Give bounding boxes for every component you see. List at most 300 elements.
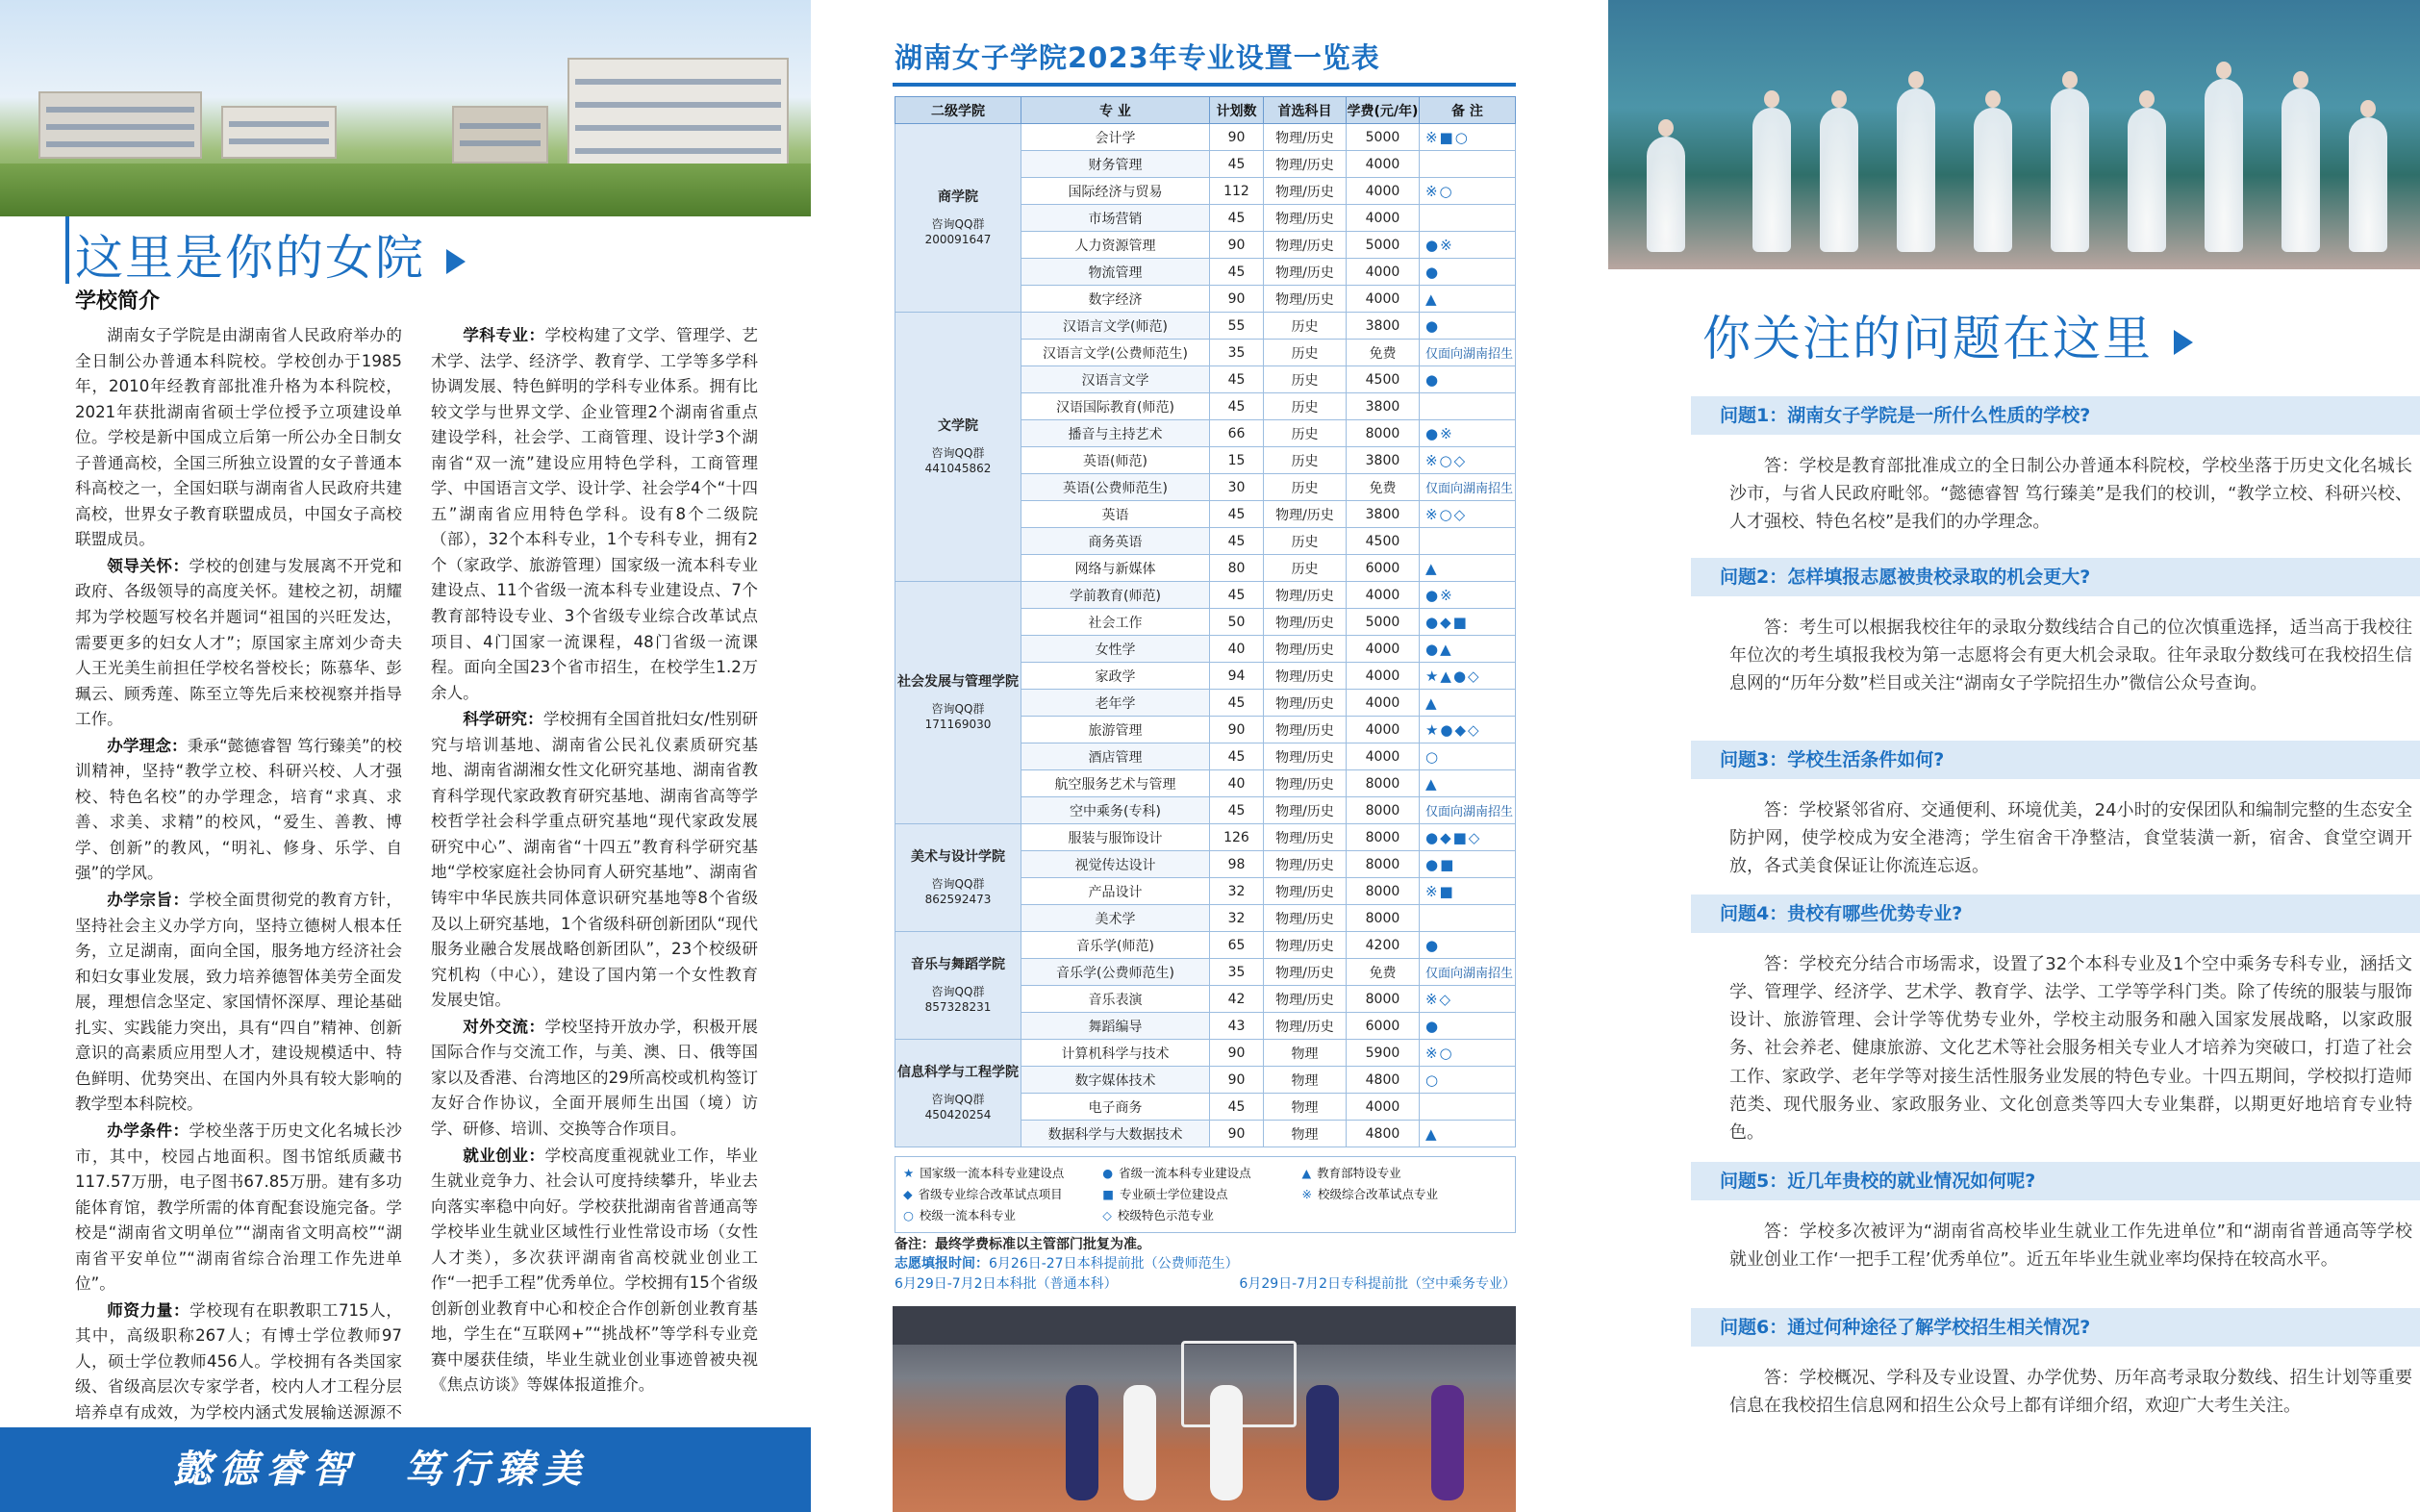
note: ● (1419, 366, 1515, 393)
table-header-row (895, 97, 1516, 124)
note: ★▲●◇ (1419, 663, 1515, 690)
note: ●※ (1419, 582, 1515, 609)
school-cell (895, 1040, 1021, 1147)
paragraph-text: 学校高度重视就业工作，毕业生就业竞争力、社会认可度持续攀升，毕业去向落实率稳中向好。学校获批湖南省普通高等学校毕业生就业区域性行业性常设市场（女性人才类），多次获评湖南省高校就业创业工作“一把手工程”优秀单位。学校拥有15个省级创新创业教育中心和校企合作创新创业教育基地，学生在“互联网+”“挑战杯”等学科专业竞赛中屡获佳绩，毕业生就业创业事迹曾被央视《焦点访谈》等媒体报道推介。 (431, 1146, 759, 1395)
qa-item (1691, 1308, 2420, 1420)
major-name: 市场营销 (1021, 205, 1210, 232)
tuition: 4800 (1346, 1121, 1419, 1147)
plan-count: 45 (1209, 1094, 1263, 1121)
note: ※○◇ (1419, 447, 1515, 474)
subject: 历史 (1263, 447, 1346, 474)
qq-group: 862592473 (924, 892, 992, 906)
plan-count: 45 (1209, 259, 1263, 286)
paragraph-text: 学校构建了文学、管理学、艺术学、法学、经济学、教育学、工学等多学科协调发展、特色鲜明的学科专业体系。拥有比较文学与世界文学、企业管理2个湖南省重点建设学科，社会学、工商管理、设计学3个湖南省“双一流”建设应用特色学科，工商管理学、中国语言文学、设计学、社会学4个“十四五”湖南省应用特色学科。设有8个二级院（部），32个本科专业，1个专科专业，拥有2个（家政学、旅游管理）国家级一流本科专业建设点、11个省级一流本科专业建设点、7个教育部特设专业、3个省级专业综合改革试点项目、4门国家一流课程，48门省级一流课程。面向全国23个省市招生，在校学生1.2万余人。 (431, 326, 759, 702)
legend-item (903, 1205, 1102, 1226)
intro-column-2 (431, 323, 758, 1399)
major-name: 酒店管理 (1021, 743, 1210, 770)
major-name: 服装与服饰设计 (1021, 824, 1210, 851)
plan-count: 42 (1209, 986, 1263, 1013)
note: ● (1419, 932, 1515, 959)
question-bar: 问题1：湖南女子学院是一所什么性质的学校? (1691, 396, 2420, 435)
tuition: 8000 (1346, 824, 1419, 851)
paragraph-text: 学校的创建与发展离不开党和政府、各级领导的高度关怀。建校之初，胡耀邦为学校题写校名并题词“祖国的兴旺发达，需要更多的妇女人才”；原国家主席刘少奇夫人王光美生前担任学校名誉校长；陈慕华、彭珮云、顾秀莲、陈至立等先后来校视察并指导工作。 (75, 556, 403, 729)
subject: 物理/历史 (1263, 797, 1346, 824)
table-row (895, 1040, 1516, 1067)
school-name: 音乐与舞蹈学院 (911, 956, 1005, 972)
qa-item (1691, 558, 2420, 697)
legend-symbol-icon: ○ (903, 1207, 914, 1222)
school-name: 信息科学与工程学院 (897, 1064, 1019, 1080)
answer-text: 答：学校概况、学科及专业设置、办学优势、历年高考录取分数线、招生计划等重要信息在我校招生信息网和招生公众号上都有详细介绍，欢迎广大考生关注。 (1729, 1368, 2412, 1417)
subject: 物理/历史 (1263, 232, 1346, 259)
plan-count: 45 (1209, 582, 1263, 609)
note: ▲ (1419, 690, 1515, 717)
major-name: 汉语言文学 (1021, 366, 1210, 393)
plan-count: 45 (1209, 393, 1263, 420)
title-accent-bar (65, 216, 69, 284)
school-cell (895, 313, 1021, 582)
intro-paragraph (75, 734, 402, 887)
answer-text: 答：学校紧邻省府、交通便利、环境优美，24小时的安保团队和编制完整的生态安全防护网，使学校成为安全港湾；学生宿舍干净整洁，食堂装潢一新，宿舍、食堂空调开放，各式美食保证让你流连忘返。 (1729, 800, 2412, 877)
question-bar: 问题5：近几年贵校的就业情况如何呢? (1691, 1162, 2420, 1200)
paragraph-label: 师资力量： (107, 1300, 190, 1320)
major-name: 老年学 (1021, 690, 1210, 717)
legend-item (903, 1184, 1102, 1205)
paragraph-text: 学校现有在职教职工715人，其中，高级职称267人；有博士学位教师97人，硕士学位教师456人。学校拥有各类国家级、省级高层次专家学者，校内人才工程分层培养卓有成效，为学校内涵式发展输送源源不 (75, 1300, 403, 1422)
paragraph-text: 秉承“懿德睿智 笃行臻美”的校训精神，坚持“教学立校、科研兴校、人才强校、特色名校”的办学理念，培育“求真、求善、求美、求精”的校风，“爱生、善教、博学、创新”的教风，“明礼、修身、乐学、自强”的学风。 (75, 736, 403, 883)
school-cell (895, 124, 1021, 313)
qa-item (1691, 1162, 2420, 1273)
subject: 物理/历史 (1263, 878, 1346, 905)
dance-performance-photo (1608, 0, 2420, 269)
tuition: 6000 (1346, 555, 1419, 582)
major-name: 舞蹈编导 (1021, 1013, 1210, 1040)
subject: 历史 (1263, 528, 1346, 555)
tuition: 5000 (1346, 232, 1419, 259)
major-name: 会计学 (1021, 124, 1210, 151)
note (1419, 528, 1515, 555)
qq-group: 咨询QQ群 (931, 445, 985, 460)
paragraph-label: 对外交流： (463, 1017, 545, 1036)
plan-count: 43 (1209, 1013, 1263, 1040)
subject: 物理 (1263, 1040, 1346, 1067)
tuition: 3800 (1346, 393, 1419, 420)
subject: 物理/历史 (1263, 905, 1346, 932)
tuition: 5900 (1346, 1040, 1419, 1067)
answer-text: 答：考生可以根据我校往年的录取分数线结合自己的位次慎重选择，适当高于我校往年位次的考生填报我校为第一志愿将会有更大机会录取。往年录取分数线可在我校招生信息网的“历年分数”栏目或关注“湖南女子学院招生办”微信公众号查询。 (1729, 617, 2412, 694)
subject: 物理/历史 (1263, 124, 1346, 151)
note: ▲ (1419, 286, 1515, 313)
plan-count: 15 (1209, 447, 1263, 474)
school-name: 美术与设计学院 (911, 848, 1005, 865)
major-name: 英语(师范) (1021, 447, 1210, 474)
intro-paragraph (431, 323, 758, 706)
major-name: 音乐学(师范) (1021, 932, 1210, 959)
note: ▲ (1419, 770, 1515, 797)
legend-symbol-icon: ■ (1102, 1186, 1115, 1201)
plan-count: 40 (1209, 770, 1263, 797)
major-name: 数字媒体技术 (1021, 1067, 1210, 1094)
legend-symbol-icon: ◆ (903, 1186, 913, 1201)
tuition: 4500 (1346, 528, 1419, 555)
tuition: 4000 (1346, 151, 1419, 178)
note: ●■ (1419, 851, 1515, 878)
plan-count: 126 (1209, 824, 1263, 851)
subject: 物理/历史 (1263, 609, 1346, 636)
qq-group: 450420254 (924, 1107, 992, 1121)
plan-count: 90 (1209, 1040, 1263, 1067)
tuition: 3800 (1346, 313, 1419, 340)
legend-text: 省级专业综合改革试点项目 (918, 1186, 1063, 1201)
arrow-right-icon (446, 249, 466, 274)
major-name: 女性学 (1021, 636, 1210, 663)
plan-count: 45 (1209, 205, 1263, 232)
legend-text: 国家级一流本科专业建设点 (920, 1166, 1065, 1180)
plan-count: 45 (1209, 528, 1263, 555)
plan-count: 80 (1209, 555, 1263, 582)
subject: 物理/历史 (1263, 986, 1346, 1013)
note (1419, 1094, 1515, 1121)
tuition: 4000 (1346, 663, 1419, 690)
plan-count: 98 (1209, 851, 1263, 878)
legend-text: 校级综合改革试点专业 (1317, 1186, 1438, 1201)
subject: 历史 (1263, 555, 1346, 582)
intro-heading: 学校简介 (75, 290, 161, 314)
table-row (895, 582, 1516, 609)
major-name: 音乐表演 (1021, 986, 1210, 1013)
note: ★●◆◇ (1419, 717, 1515, 743)
legend-item (1102, 1205, 1301, 1226)
plan-count: 35 (1209, 340, 1263, 366)
intro-paragraph (431, 707, 758, 1014)
tuition: 4000 (1346, 636, 1419, 663)
note: ● (1419, 259, 1515, 286)
plan-count: 90 (1209, 1121, 1263, 1147)
plan-count: 32 (1209, 878, 1263, 905)
qq-group: 咨询QQ群 (931, 876, 985, 891)
subject: 物理/历史 (1263, 178, 1346, 205)
tuition: 4000 (1346, 717, 1419, 743)
tuition: 4800 (1346, 1067, 1419, 1094)
plan-count: 90 (1209, 124, 1263, 151)
major-name: 视觉传达设计 (1021, 851, 1210, 878)
legend-symbol-icon: ▲ (1301, 1166, 1312, 1180)
school-cell (895, 932, 1021, 1040)
legend-symbol-icon: ◇ (1102, 1207, 1112, 1222)
tuition: 3800 (1346, 501, 1419, 528)
school-name: 社会发展与管理学院 (897, 673, 1019, 690)
column-header: 专 业 (1021, 97, 1210, 124)
paragraph-label: 就业创业： (463, 1146, 545, 1165)
answer-text: 答：学校多次被评为“湖南省高校毕业生就业工作先进单位”和“湖南省普通高等学校就业创业工作‘一把手工程’优秀单位”。近五年毕业生就业率均保持在较高水平。 (1729, 1222, 2412, 1271)
fee-remark: 备注：最终学费标准以主管部门批复为准。 (895, 1237, 1150, 1252)
major-name: 旅游管理 (1021, 717, 1210, 743)
legend-symbol-icon: ★ (903, 1166, 915, 1180)
paragraph-text: 学校坚持开放办学，积极开展国际合作与交流工作，与美、澳、日、俄等国家以及香港、台湾地区的29所高校或机构签订友好合作协议，全面开展师生出国（境）访学、研修、培训、交换等合作项目。 (431, 1017, 759, 1138)
column-header: 首选科目 (1263, 97, 1346, 124)
question-bar: 问题4：贵校有哪些优势专业? (1691, 895, 2420, 933)
qq-group: 咨询QQ群 (931, 1092, 985, 1106)
paragraph-label: 学科专业： (463, 326, 545, 344)
paragraph-label: 办学条件： (107, 1121, 189, 1140)
tuition: 4000 (1346, 286, 1419, 313)
major-name: 学前教育(师范) (1021, 582, 1210, 609)
plan-count: 32 (1209, 905, 1263, 932)
answer-text: 答：学校充分结合市场需求，设置了32个本科专业及1个空中乘务专科专业，涵括文学、管理学、经济学、艺术学、教育学、法学、工学等学科门类。除了传统的服装与服饰设计、旅游管理、会计学等优势专业外，学校主动服务和融入国家发展战略，以家政服务、社会养老、健康旅游、文化艺术等社会服务相关专业人才培养为突破口，打造了社会工作、家政学、老年学等对接生活性服务业发展的特色专业。十四五期间，学校拟打造师范类、现代服务业、家政服务业、文化创意类等四大专业集群，以期更好地培育专业特色。 (1729, 954, 2412, 1143)
school-cell (895, 582, 1021, 824)
tuition: 8000 (1346, 797, 1419, 824)
subject: 物理/历史 (1263, 582, 1346, 609)
legend-item (1301, 1163, 1500, 1184)
subject: 物理/历史 (1263, 690, 1346, 717)
majors-table (895, 96, 1516, 1147)
note (1419, 205, 1515, 232)
major-name: 电子商务 (1021, 1094, 1210, 1121)
note: ●▲ (1419, 636, 1515, 663)
column-header: 学费(元/年) (1346, 97, 1419, 124)
note: ※○ (1419, 178, 1515, 205)
major-name: 美术学 (1021, 905, 1210, 932)
plan-count: 94 (1209, 663, 1263, 690)
tuition: 4000 (1346, 582, 1419, 609)
right-title: 你关注的问题在这里 (1702, 300, 2193, 369)
legend-text: 校级特色示范专业 (1117, 1207, 1214, 1222)
major-name: 音乐学(公费师范生) (1021, 959, 1210, 986)
major-name: 国际经济与贸易 (1021, 178, 1210, 205)
paragraph-text: 学校全面贯彻党的教育方针，坚持社会主义办学方向，坚持立德树人根本任务，立足湖南，面向全国，服务地方经济社会和妇女事业发展，致力培养德智体美劳全面发展，理想信念坚定、家国情怀深厚、理论基础扎实、实践能力突出，具有“四自”精神、创新意识的高素质应用型人才，建设规模适中、特色鲜明、优势突出、在国内外具有较大影响的教学型本科院校。 (75, 891, 403, 1114)
major-name: 英语 (1021, 501, 1210, 528)
legend-item (903, 1163, 1102, 1184)
tuition: 4000 (1346, 259, 1419, 286)
answer-text: 答：学校是教育部批准成立的全日制公办普通本科院校，学校坐落于历史文化名城长沙市，与省人民政府毗邻。“懿德睿智 笃行臻美”是我们的校训，“教学立校、科研兴校、人才强校、特色名校”是我们的办学理念。 (1729, 456, 2412, 533)
plan-count: 112 (1209, 178, 1263, 205)
paragraph-text: 学校坐落于历史文化名城长沙市，其中，校园占地面积。图书馆纸质藏书117.57万册，电子图书67.85万册。建有多功能体育馆，教学所需的体育配套设施完备。学校是“湖南省文明单位”“湖南省文明高校”“湖南省平安单位”“湖南省综合治理工作先进单位”。 (75, 1121, 403, 1294)
subject: 物理/历史 (1263, 286, 1346, 313)
note: ○ (1419, 743, 1515, 770)
tuition: 免费 (1346, 474, 1419, 501)
question-bar: 问题3：学校生活条件如何? (1691, 741, 2420, 779)
subject: 历史 (1263, 366, 1346, 393)
subject: 物理 (1263, 1121, 1346, 1147)
paragraph-label: 领导关怀： (107, 556, 189, 575)
column-header: 备 注 (1419, 97, 1515, 124)
intro-paragraph (75, 1119, 402, 1298)
tuition: 8000 (1346, 420, 1419, 447)
tuition: 8000 (1346, 905, 1419, 932)
tuition: 5000 (1346, 609, 1419, 636)
legend-item (1102, 1163, 1301, 1184)
school-motto: 懿德睿智 笃行臻美 (0, 1427, 811, 1512)
subject: 物理/历史 (1263, 663, 1346, 690)
major-name: 物流管理 (1021, 259, 1210, 286)
major-name: 汉语言文学(公费师范生) (1021, 340, 1210, 366)
tuition: 4000 (1346, 743, 1419, 770)
column-header: 计划数 (1209, 97, 1263, 124)
subject: 物理/历史 (1263, 205, 1346, 232)
subject: 物理/历史 (1263, 717, 1346, 743)
tuition: 6000 (1346, 1013, 1419, 1040)
legend-text: 校级一流本科专业 (919, 1207, 1016, 1222)
plan-count: 90 (1209, 717, 1263, 743)
major-name: 家政学 (1021, 663, 1210, 690)
major-name: 数字经济 (1021, 286, 1210, 313)
subject: 物理/历史 (1263, 259, 1346, 286)
note: ●※ (1419, 420, 1515, 447)
tuition: 免费 (1346, 959, 1419, 986)
table-row (895, 824, 1516, 851)
subject: 物理 (1263, 1094, 1346, 1121)
paragraph-label: 办学理念： (107, 736, 188, 755)
question-bar: 问题2：怎样填报志愿被贵校录取的机会更大? (1691, 558, 2420, 596)
title-rule (893, 83, 1516, 87)
legend-text: 省级一流本科专业建设点 (1119, 1166, 1251, 1180)
left-title: 这里是你的女院 (75, 219, 466, 289)
note: ▲ (1419, 1121, 1515, 1147)
period-label: 志愿填报时间： (895, 1256, 989, 1273)
note (1419, 393, 1515, 420)
intro-paragraph (75, 323, 402, 553)
arrow-right-icon (2174, 330, 2193, 355)
qq-group: 200091647 (924, 232, 992, 246)
note: ※◇ (1419, 986, 1515, 1013)
tuition: 4500 (1346, 366, 1419, 393)
subject: 物理/历史 (1263, 851, 1346, 878)
subject: 物理/历史 (1263, 1013, 1346, 1040)
subject: 物理/历史 (1263, 743, 1346, 770)
tuition: 8000 (1346, 851, 1419, 878)
plan-count: 45 (1209, 366, 1263, 393)
legend-symbol-icon: ※ (1301, 1186, 1312, 1201)
legend-text: 专业硕士学位建设点 (1120, 1186, 1228, 1201)
table-title: 湖南女子学院2023年专业设置一览表 (895, 41, 1380, 74)
tuition: 3800 (1346, 447, 1419, 474)
major-name: 商务英语 (1021, 528, 1210, 555)
table-row (895, 313, 1516, 340)
major-name: 航空服务艺术与管理 (1021, 770, 1210, 797)
tuition: 4000 (1346, 178, 1419, 205)
note: ●◆■ (1419, 609, 1515, 636)
period-1: 6月26日-27日本科提前批（公费师范生） (989, 1256, 1239, 1273)
paragraph-text: 学校拥有全国首批妇女/性别研究与培训基地、湖南省公民礼仪素质研究基地、湖南省湖湘女性文化研究基地、湖南省教育科学现代家政教育研究基地、湖南省高等学校哲学社会科学重点研究基地“现代家政发展研究中心”、湖南省“十四五”教育科学研究基地“学校家庭社会协同育人研究基地”、湖南省铸牢中华民族共同体意识研究基地等8个省级及以上研究基地，1个省级科研创新团队“现代服务业融合发展战略创新团队”，23个校级研究机构（中心），建设了国内第一个女性教育发展史馆。 (431, 710, 758, 1010)
plan-count: 90 (1209, 286, 1263, 313)
major-name: 数据科学与大数据技术 (1021, 1121, 1210, 1147)
qq-group: 171169030 (924, 717, 992, 731)
qa-item (1691, 895, 2420, 1147)
plan-count: 45 (1209, 797, 1263, 824)
legend-item (1301, 1184, 1500, 1205)
note: 仅面向湖南招生 (1419, 959, 1515, 986)
subject: 历史 (1263, 340, 1346, 366)
major-name: 财务管理 (1021, 151, 1210, 178)
major-name: 播音与主持艺术 (1021, 420, 1210, 447)
plan-count: 66 (1209, 420, 1263, 447)
tuition: 5000 (1346, 124, 1419, 151)
legend-item (1102, 1184, 1301, 1205)
qa-item (1691, 741, 2420, 880)
plan-count: 45 (1209, 690, 1263, 717)
plan-count: 45 (1209, 151, 1263, 178)
note: 仅面向湖南招生 (1419, 797, 1515, 824)
qa-item (1691, 396, 2420, 536)
subject: 历史 (1263, 420, 1346, 447)
major-name: 汉语国际教育(师范) (1021, 393, 1210, 420)
subject: 物理/历史 (1263, 636, 1346, 663)
major-name: 空中乘务(专科) (1021, 797, 1210, 824)
qq-group: 咨询QQ群 (931, 984, 985, 998)
subject: 物理/历史 (1263, 932, 1346, 959)
major-name: 社会工作 (1021, 609, 1210, 636)
tuition: 4200 (1346, 932, 1419, 959)
paragraph-label: 科学研究： (463, 710, 543, 729)
plan-count: 90 (1209, 1067, 1263, 1094)
subject: 历史 (1263, 474, 1346, 501)
note: ※■○ (1419, 124, 1515, 151)
subject: 物理/历史 (1263, 501, 1346, 528)
tuition: 4000 (1346, 205, 1419, 232)
plan-count: 30 (1209, 474, 1263, 501)
qq-group: 857328231 (924, 999, 992, 1014)
intro-column-1 (75, 323, 402, 1452)
major-name: 计算机科学与技术 (1021, 1040, 1210, 1067)
period-3: 6月29日-7月2日专科提前批（空中乘务专业） (1239, 1275, 1516, 1292)
plan-count: 45 (1209, 501, 1263, 528)
intro-paragraph (75, 554, 402, 733)
school-name: 文学院 (938, 417, 978, 434)
note: ● (1419, 1013, 1515, 1040)
table-legend (895, 1156, 1516, 1233)
major-name: 产品设计 (1021, 878, 1210, 905)
major-name: 人力资源管理 (1021, 232, 1210, 259)
table-row (895, 932, 1516, 959)
note: ●◆■◇ (1419, 824, 1515, 851)
qq-group: 441045862 (924, 461, 992, 475)
table-row (895, 124, 1516, 151)
note: ▲ (1419, 555, 1515, 582)
intro-paragraph (431, 1144, 758, 1399)
plan-count: 45 (1209, 743, 1263, 770)
legend-symbol-icon: ● (1102, 1166, 1114, 1180)
tuition: 8000 (1346, 878, 1419, 905)
paragraph-label: 办学宗旨： (107, 891, 189, 910)
plan-count: 55 (1209, 313, 1263, 340)
table-notes (895, 1235, 1516, 1294)
column-header: 二级学院 (895, 97, 1021, 124)
school-cell (895, 824, 1021, 932)
plan-count: 65 (1209, 932, 1263, 959)
plan-count: 90 (1209, 232, 1263, 259)
paragraph-text: 湖南女子学院是由湖南省人民政府举办的全日制公办普通本科院校。学校创办于1985年，2010年经教育部批准升格为本科院校，2021年获批湖南省硕士学位授予立项建设单位。学校是新中国成立后第一所公办全日制女子普通高校，全国三所独立设置的女子普通本科高校之一，全国妇联与湖南省人民政府共建高校，世界女子教育联盟成员，中国女子高校联盟成员。 (75, 326, 402, 549)
note (1419, 905, 1515, 932)
tuition: 免费 (1346, 340, 1419, 366)
qq-group: 咨询QQ群 (931, 216, 985, 231)
tuition: 4000 (1346, 1094, 1419, 1121)
intro-paragraph (75, 888, 402, 1118)
legend-text: 教育部特设专业 (1317, 1166, 1401, 1180)
note: ○ (1419, 1067, 1515, 1094)
period-2: 6月29日-7月2日本科批（普通本科） (895, 1275, 1118, 1292)
subject: 物理/历史 (1263, 959, 1346, 986)
subject: 历史 (1263, 313, 1346, 340)
note: 仅面向湖南招生 (1419, 340, 1515, 366)
plan-count: 35 (1209, 959, 1263, 986)
plan-count: 40 (1209, 636, 1263, 663)
subject: 物理/历史 (1263, 824, 1346, 851)
basketball-photo (893, 1306, 1516, 1512)
question-bar: 问题6：通过何种途径了解学校招生相关情况? (1691, 1308, 2420, 1347)
qq-group: 咨询QQ群 (931, 701, 985, 716)
note: ●※ (1419, 232, 1515, 259)
tuition: 8000 (1346, 770, 1419, 797)
